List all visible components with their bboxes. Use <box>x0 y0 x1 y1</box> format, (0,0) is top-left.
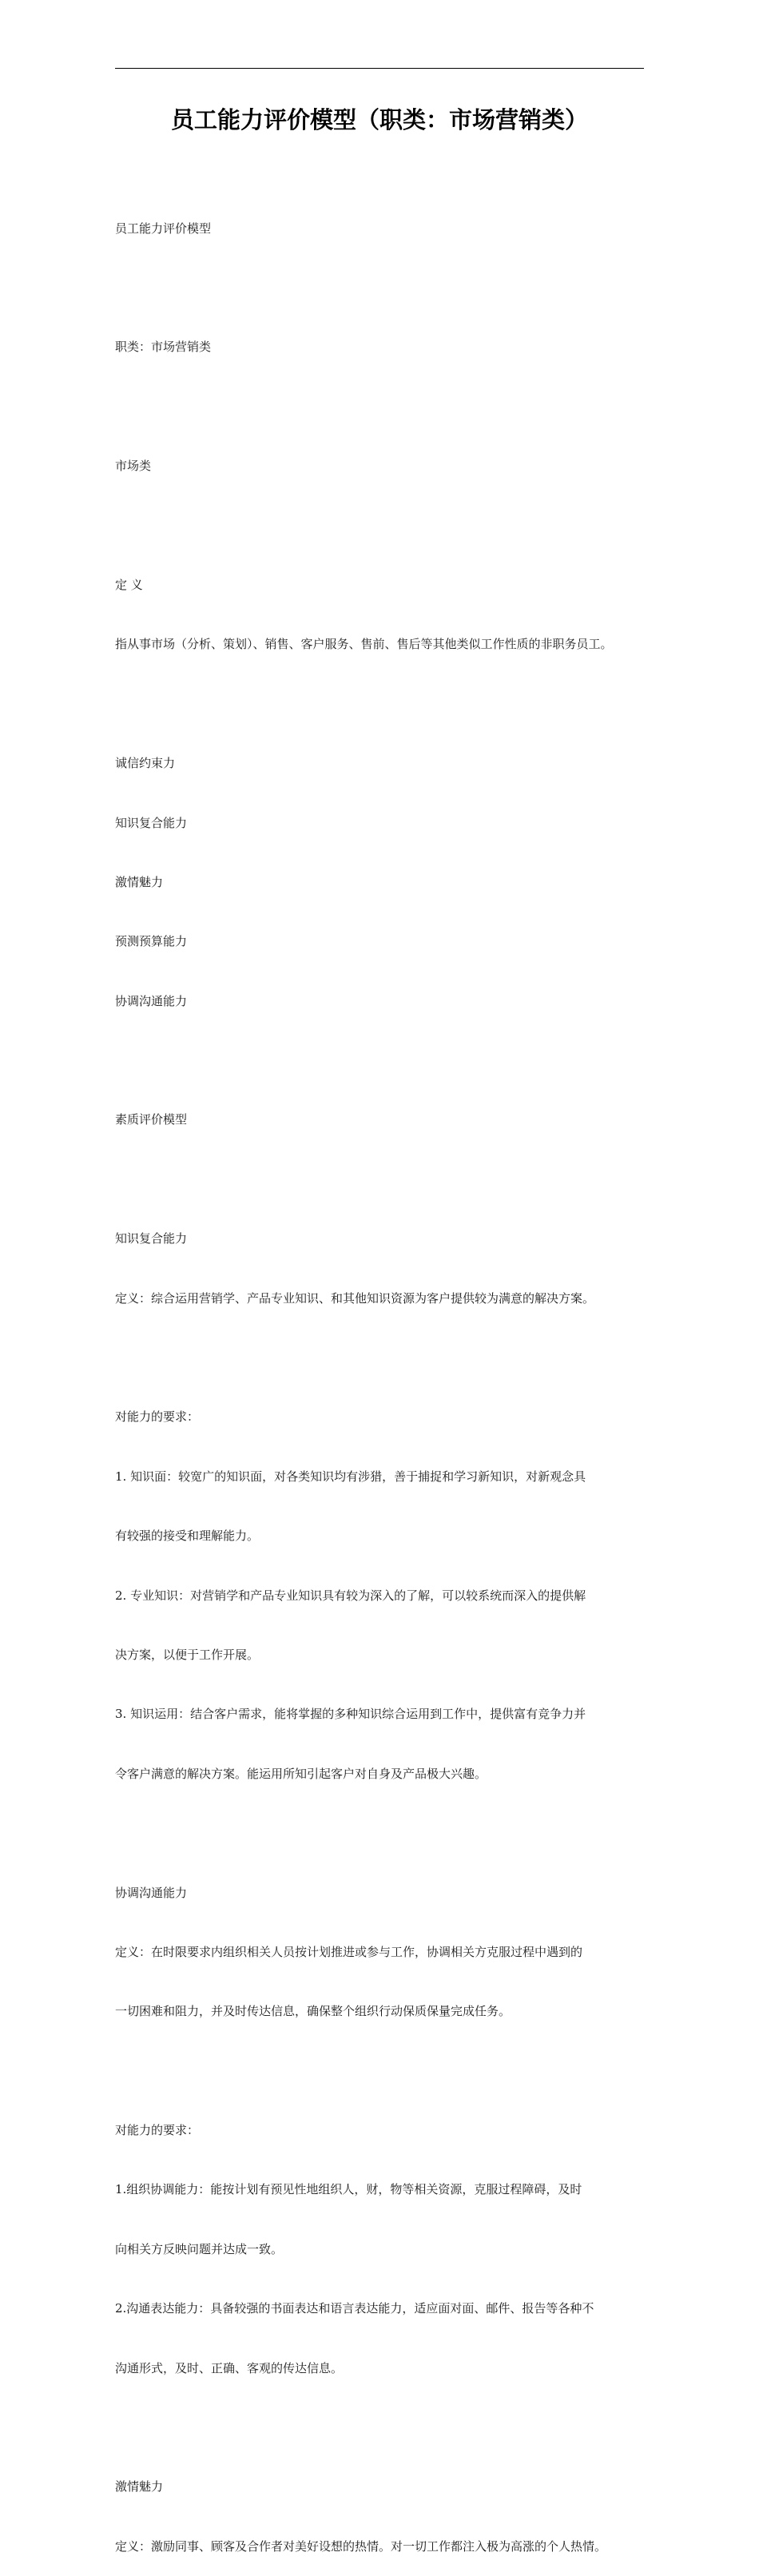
coordination-req-heading: 对能力的要求： <box>115 2123 200 2138</box>
definition-text: 指从事市场（分析、策划）、销售、客户服务、售前、售后等其他类似工作性质的非职务员工。 <box>115 637 613 652</box>
knowledge-req-2: 2. 专业知识：对营销学和产品专业知识具有较为深入的了解，可以较系统而深入的提供解 <box>115 1588 586 1603</box>
passion-heading: 激情魅力 <box>115 2479 164 2495</box>
knowledge-req-heading: 对能力的要求： <box>115 1409 200 1425</box>
intro-sub-category: 市场类 <box>115 459 152 474</box>
definition-heading: 定 义 <box>115 577 143 592</box>
competency-item: 知识复合能力 <box>115 815 188 830</box>
knowledge-req-1-cont: 有较强的接受和理解能力。 <box>115 1529 260 1544</box>
intro-job-category: 职类：市场营销类 <box>115 340 212 355</box>
coordination-heading: 协调沟通能力 <box>115 1885 188 1900</box>
knowledge-req-3-cont: 令客户满意的解决方案。能运用所知引起客户对自身及产品极大兴趣。 <box>115 1766 487 1781</box>
knowledge-heading: 知识复合能力 <box>115 1231 188 1246</box>
competency-item: 激情魅力 <box>115 874 164 889</box>
header-rule <box>115 68 644 69</box>
coordination-req-1: 1.组织协调能力：能按计划有预见性地组织人，财，物等相关资源，克服过程障碍，及时 <box>115 2182 582 2197</box>
knowledge-req-2-cont: 决方案，以便于工作开展。 <box>115 1647 260 1662</box>
coordination-req-2-cont: 沟通形式，及时、正确、客观的传达信息。 <box>115 2360 344 2375</box>
document-body <box>115 179 649 2576</box>
coordination-definition: 定义：在时限要求内组织相关人员按计划推进或参与工作，协调相关方克服过程中遇到的 <box>115 1944 583 1959</box>
intro-model-name: 员工能力评价模型 <box>115 221 212 236</box>
model-heading: 素质评价模型 <box>115 1112 188 1127</box>
document-title: 员工能力评价模型（职类：市场营销类） <box>170 106 588 133</box>
knowledge-req-1: 1. 知识面：较宽广的知识面，对各类知识均有涉猎，善于捕捉和学习新知识，对新观念具 <box>115 1469 586 1484</box>
coordination-req-2: 2.沟通表达能力：具备较强的书面表达和语言表达能力，适应面对面、邮件、报告等各种不 <box>115 2301 594 2316</box>
knowledge-definition: 定义：综合运用营销学、产品专业知识、和其他知识资源为客户提供较为满意的解决方案。 <box>115 1290 595 1306</box>
passion-definition: 定义：激励同事、顾客及合作者对美好设想的热情。对一切工作都注入极为高涨的个人热情。 <box>115 2538 607 2554</box>
competency-item: 协调沟通能力 <box>115 993 188 1008</box>
competency-item: 诚信约束力 <box>115 756 176 771</box>
coordination-req-1-cont: 向相关方反映问题并达成一致。 <box>115 2241 284 2256</box>
competency-item: 预测预算能力 <box>115 934 188 949</box>
knowledge-req-3: 3. 知识运用：结合客户需求，能将掌握的多种知识综合运用到工作中，提供富有竞争力并 <box>115 1707 586 1722</box>
coordination-definition-cont: 一切困难和阻力，并及时传达信息，确保整个组织行动保质保量完成任务。 <box>115 2004 511 2019</box>
